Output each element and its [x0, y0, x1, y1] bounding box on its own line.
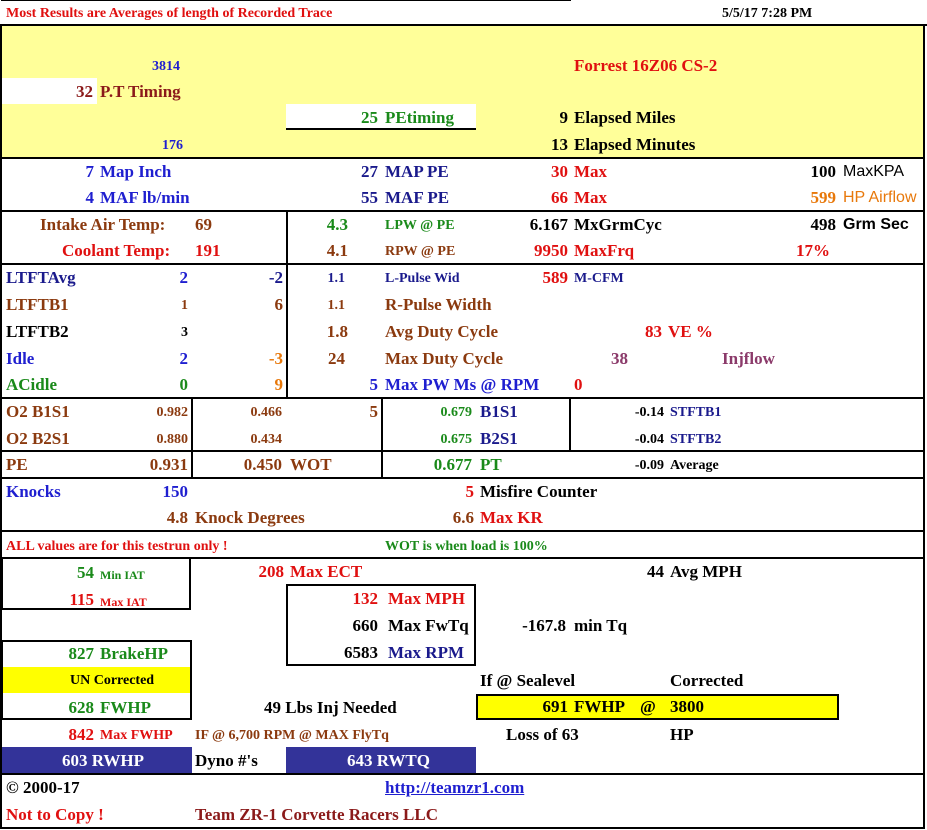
avg-duty-label: Avg Duty Cycle: [385, 322, 498, 341]
pt-label: PT: [480, 455, 502, 474]
idle-a: 2: [179, 349, 188, 368]
maxkpa-label: MaxKPA: [843, 163, 905, 180]
o2-b1s1-a: 0.982: [156, 405, 188, 420]
map-pe-value: 27: [361, 162, 378, 181]
dyno-label: Dyno #'s: [195, 751, 258, 770]
uncorrected-label: UN Corrected: [70, 673, 155, 688]
pe-timing-label: PEtiming: [385, 108, 454, 127]
elapsed-minutes-label: Elapsed Minutes: [574, 135, 696, 154]
elapsed-miles-label: Elapsed Miles: [574, 108, 676, 127]
hp-airflow-label: HP Airflow: [843, 189, 917, 206]
rpw-value: 4.1: [326, 241, 348, 260]
stftb2-value: -0.04: [634, 432, 664, 447]
grid-line: [381, 397, 383, 477]
map-pe-label: MAP PE: [385, 162, 449, 181]
average-value: -0.09: [634, 458, 664, 473]
misfire-label: Misfire Counter: [480, 482, 598, 501]
max-duty-label: Max Duty Cycle: [385, 349, 504, 368]
max-kr-value: 6.6: [452, 508, 474, 527]
ltftb2-label: LTFTB2: [6, 322, 69, 341]
ltftavg-a: 2: [179, 268, 188, 287]
sealevel-label: If @ Sealevel: [480, 671, 576, 690]
average-label: Average: [670, 458, 719, 473]
grid-line: [0, 827, 925, 829]
pe-a: 0.931: [149, 455, 188, 474]
rpm-value: 3814: [152, 59, 180, 74]
grid-line: [1, 0, 571, 1]
grm-sec-label: Grm Sec: [843, 216, 909, 233]
value-176: 176: [162, 138, 183, 153]
teamzr1-link[interactable]: http://teamzr1.com: [385, 778, 525, 797]
map-max-label: Max: [574, 162, 608, 181]
intake-air-temp-value: 69: [195, 215, 212, 234]
pt-timing-label: P.T Timing: [100, 82, 181, 101]
min-iat-value: 54: [77, 563, 94, 582]
ltftb1-label: LTFTB1: [6, 295, 69, 314]
o2-b1s1-d: 0.679: [440, 405, 472, 420]
wot-note: WOT is when load is 100%: [385, 539, 548, 554]
injflow-value: 38: [611, 349, 628, 368]
avg-mph-value: 44: [647, 562, 664, 581]
grid-line: [0, 157, 925, 159]
o2-b2s1-a: 0.880: [156, 432, 188, 447]
stftb1-label: STFTB1: [670, 405, 722, 420]
lpw-label: LPW @ PE: [385, 218, 455, 233]
fwhp-value: 628: [68, 698, 94, 717]
max-pw-rpm: 0: [574, 375, 583, 394]
ve-label: VE %: [668, 322, 713, 341]
rwhp-label: 603 RWHP: [62, 751, 145, 770]
grid-line: [0, 263, 925, 265]
hp-label: HP: [670, 725, 694, 744]
grid-line: [0, 477, 925, 479]
o2-b2s1-d: 0.675: [440, 432, 472, 447]
mxgrmcyc-value: 6.167: [529, 215, 568, 234]
o2-b1s1-b: 0.466: [250, 405, 282, 420]
o2-b2s1-b: 0.434: [250, 432, 282, 447]
all-values-note: ALL values are for this testrun only !: [6, 539, 228, 554]
if-rpm-note: IF @ 6,700 RPM @ MAX FlyTq: [195, 728, 389, 743]
fwhp-label: FWHP: [100, 698, 151, 717]
ltftb2-a: 3: [181, 325, 188, 340]
max-fwhp-value: 842: [68, 725, 94, 744]
injflow-label: Injflow: [722, 349, 775, 368]
maf-value: 4: [85, 188, 94, 207]
min-iat-label: Min IAT: [100, 568, 145, 582]
grid-line: [286, 210, 288, 397]
avg-duty-value: 1.8: [326, 322, 348, 341]
ltftb1-b: 6: [274, 295, 283, 314]
header-datetime: 5/5/17 7:28 PM: [722, 6, 813, 21]
team-name: Team ZR-1 Corvette Racers LLC: [195, 805, 438, 824]
avg-mph-label: Avg MPH: [670, 562, 742, 581]
ltftavg-label: LTFTAvg: [6, 268, 76, 287]
rpulse-value: 1.1: [327, 298, 345, 313]
max-iat-value: 115: [69, 590, 94, 609]
max-kr-label: Max KR: [480, 508, 543, 527]
lpulse-value: 1.1: [327, 271, 345, 286]
lbs-inj-needed: 49 Lbs Inj Needed: [264, 698, 397, 717]
maf-label: MAF lb/min: [100, 188, 190, 207]
elapsed-miles-value: 9: [559, 108, 568, 127]
knocks-label: Knocks: [6, 482, 61, 501]
knock-degrees-label: Knock Degrees: [195, 508, 305, 527]
grid-line: [569, 397, 571, 450]
maf-pe-value: 55: [361, 188, 378, 207]
pe-label: PE: [6, 455, 28, 474]
wot-label: WOT: [290, 455, 332, 474]
ltftavg-b: -2: [268, 268, 283, 287]
grid-line: [0, 24, 927, 26]
map-max-value: 30: [551, 162, 568, 181]
max-fwtq-label: Max FwTq: [388, 616, 469, 635]
corrected-fwhp-label: FWHP: [574, 697, 625, 716]
rpw-label: RPW @ PE: [385, 244, 456, 259]
o2-b2s1-label: O2 B2S1: [6, 429, 70, 448]
misfire-value: 5: [465, 482, 474, 501]
acidle-a: 0: [179, 375, 188, 394]
max-fwhp-label: Max FWHP: [100, 728, 173, 743]
lpw-value: 4.3: [326, 215, 348, 234]
map-inch-label: Map Inch: [100, 162, 172, 181]
pt-value: 0.677: [433, 455, 472, 474]
loss-label: Loss of 63: [506, 725, 579, 744]
grid-line: [0, 210, 925, 212]
mcfm-label: M-CFM: [574, 271, 624, 286]
acidle-b: 9: [274, 375, 283, 394]
maf-max-value: 66: [551, 188, 568, 207]
grid-line: [0, 397, 925, 399]
maxfrq-label: MaxFrq: [574, 241, 635, 260]
ltftb1-a: 1: [181, 298, 188, 313]
maf-pe-label: MAF PE: [385, 188, 450, 207]
b2s1-label: B2S1: [480, 429, 518, 448]
grid-line: [923, 24, 925, 829]
stftb1-value: -0.14: [634, 405, 664, 420]
maxkpa-value: 100: [810, 162, 836, 181]
corrected-rpm: 3800: [670, 697, 704, 716]
knock-degrees-value: 4.8: [166, 508, 188, 527]
mxgrmcyc-label: MxGrmCyc: [574, 215, 662, 234]
pe-b: 0.450: [243, 455, 282, 474]
brakehp-label: BrakeHP: [100, 644, 168, 663]
idle-b: -3: [268, 349, 283, 368]
idle-label: Idle: [6, 349, 35, 368]
grid-line: [0, 773, 925, 775]
max-iat-label: Max IAT: [100, 595, 147, 609]
acidle-label: ACidle: [6, 375, 57, 394]
header-note: Most Results are Averages of length of Recorded Trace: [6, 6, 333, 21]
max-ect-label: Max ECT: [290, 562, 363, 581]
b1s1-label: B1S1: [480, 402, 518, 421]
max-mph-value: 132: [352, 589, 378, 608]
max-fwtq-value: 660: [352, 616, 378, 635]
car-name: Forrest 16Z06 CS-2: [574, 56, 718, 75]
knocks-value: 150: [162, 482, 188, 501]
elapsed-minutes-value: 13: [551, 135, 568, 154]
max-pw-label: Max PW Ms @ RPM: [385, 375, 540, 394]
min-tq-label: min Tq: [574, 616, 628, 635]
pe-timing-value: 25: [361, 108, 378, 127]
hp-airflow-value: 599: [810, 188, 836, 207]
min-tq-value: -167.8: [522, 616, 566, 635]
copyright: © 2000-17: [6, 778, 80, 797]
corrected-label: Corrected: [670, 671, 744, 690]
mcfm-value: 589: [542, 268, 568, 287]
maxfrq-value: 9950: [534, 241, 568, 260]
grid-line: [0, 530, 925, 532]
max-rpm-label: Max RPM: [388, 643, 465, 662]
grid-line: [0, 450, 925, 452]
max-mph-label: Max MPH: [388, 589, 465, 608]
stftb2-label: STFTB2: [670, 432, 722, 447]
o2-b1s1-c: 5: [369, 402, 378, 421]
corrected-at: @: [640, 697, 656, 716]
grm-sec-value: 498: [810, 215, 836, 234]
coolant-temp-value: 191: [195, 241, 221, 260]
grid-line: [191, 397, 193, 477]
max-duty-value: 24: [328, 349, 345, 368]
pt-timing-value: 32: [76, 82, 93, 101]
ve-value: 83: [645, 322, 662, 341]
not-to-copy: Not to Copy !: [6, 805, 104, 824]
map-inch-value: 7: [85, 162, 94, 181]
lpulse-label: L-Pulse Wid: [385, 271, 460, 286]
percent-value: 17%: [796, 241, 830, 260]
max-ect-value: 208: [258, 562, 284, 581]
rpulse-label: R-Pulse Width: [385, 295, 492, 314]
max-rpm-value: 6583: [344, 643, 378, 662]
brakehp-value: 827: [68, 644, 94, 663]
max-pw-value: 5: [369, 375, 378, 394]
intake-air-temp-label: Intake Air Temp:: [40, 215, 166, 234]
corrected-fwhp-value: 691: [542, 697, 568, 716]
coolant-temp-label: Coolant Temp:: [62, 241, 171, 260]
o2-b1s1-label: O2 B1S1: [6, 402, 70, 421]
min-max-iat-box: [1, 557, 191, 610]
maf-max-label: Max: [574, 188, 608, 207]
rwtq-label: 643 RWTQ: [347, 751, 430, 770]
